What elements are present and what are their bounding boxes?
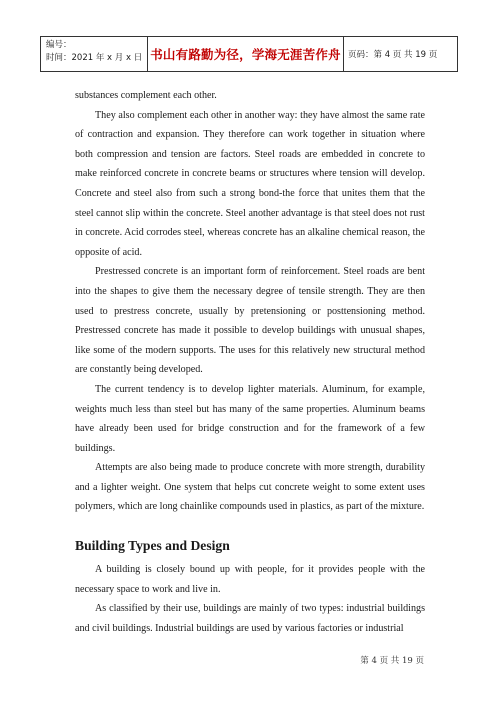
- time-label: 时间：2021 年 x 月 x 日: [46, 53, 143, 63]
- section-heading: Building Types and Design: [75, 538, 230, 554]
- paragraph: As classified by their use, buildings are mainly of two types: industrial buildings and civil buildings. Industrial buildings are used by various factories or industrial: [75, 603, 425, 634]
- paragraph: Attempts are also being made to produce concrete with more strength, durability and a lighter weight. One system that helps cut concrete weight to some extent uses polymers, which are long chainlike compounds used in plastics, as part of the mixture.: [75, 462, 425, 513]
- header-meta: [41, 37, 148, 71]
- document-header: [40, 36, 458, 72]
- paragraph-continuation: substances complement each other.: [75, 90, 217, 101]
- paragraph: Prestressed concrete is an important form of reinforcement. Steel roads are bent into the shapes to give them the necessary degree of tensile strength. They are then used to prestress concrete, usually by pretensioning or posttensioning method. Prestressed concrete has made it possible to develop buildings with unusual shapes, like some of the modern supports. The uses for this relatively new structural method are constantly being developed.: [75, 266, 425, 376]
- paragraph: A building is closely bound up with people, for it provides people with the necessary space to work and live in.: [75, 564, 425, 595]
- paragraph: The current tendency is to develop lighter materials. Aluminum, for example, weights much less than steel but has many of the same properties. Aluminum beams have already been used for bridge construction and for the framework of a few buildings.: [75, 383, 425, 454]
- header-page-info: 页码：第 4 页 共 19 页: [348, 50, 438, 60]
- document-body: [75, 86, 425, 638]
- paragraph: They also complement each other in another way: they have almost the same rate of contraction and expansion. They therefore can work together in situation where both compression and tension are factors. Steel roads are embedded in concrete to make reinforced concrete in concrete beams or structures where tension will develop. Concrete and steel also from such a strong bond-the force that unites them that the steel cannot slip within the concrete. Steel another advantage is that steel does not rust in concrete. Acid corrodes steel, whereas concrete has an alkaline chemical reason, the opposite of acid.: [75, 109, 425, 258]
- header-motto: 书山有路勤为径，学海无涯苦作舟: [148, 37, 344, 71]
- page-footer: 第 4 页 共 19 页: [360, 656, 424, 666]
- number-label: 编号：: [46, 40, 72, 50]
